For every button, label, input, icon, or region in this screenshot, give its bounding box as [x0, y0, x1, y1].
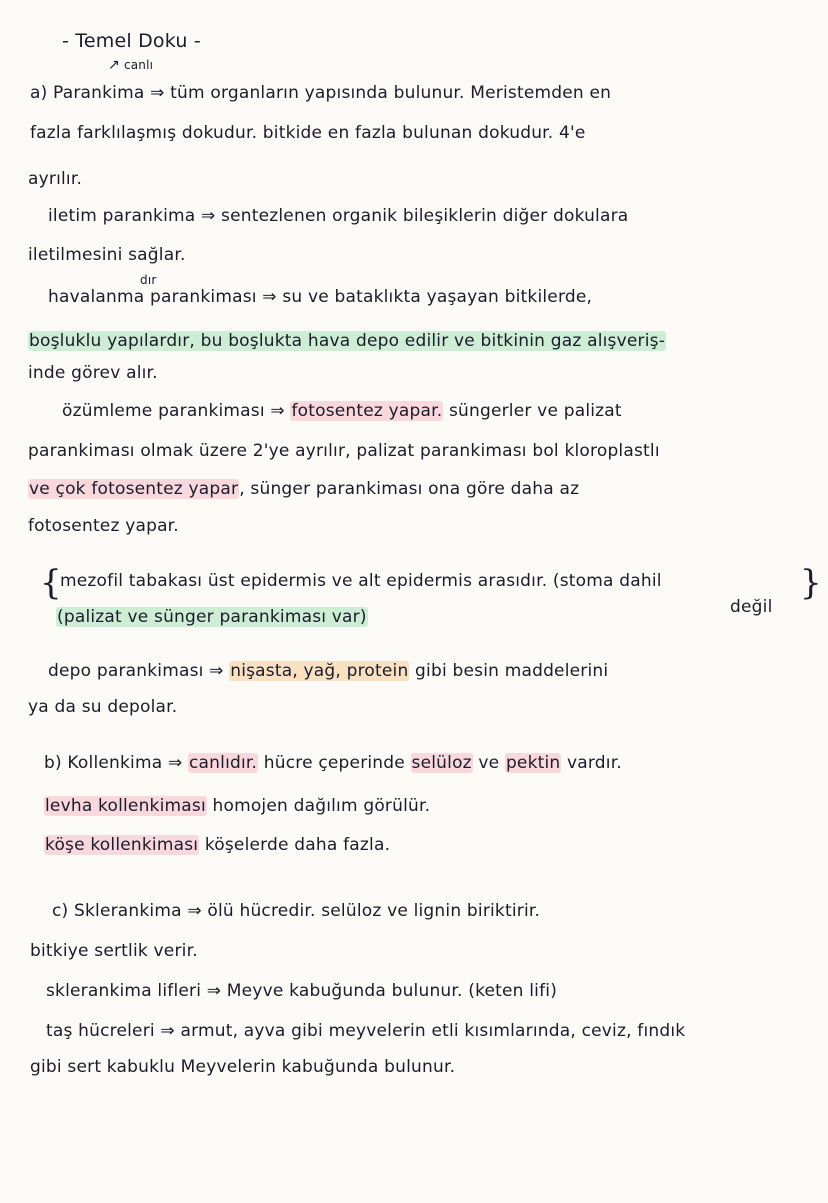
depo-label: depo parankiması ⇒ — [48, 661, 230, 681]
iletim-line-1: iletim parankima ⇒ sentezlenen organik bileşiklerin diğer dokulara — [48, 206, 629, 226]
depo-rest: gibi besin maddelerini — [409, 661, 609, 681]
kollenkima-end: vardır. — [561, 753, 622, 773]
levha-highlight: levha kollenkiması — [45, 796, 206, 816]
ozumleme-line-2: parankiması olmak üzere 2'ye ayrılır, palizat parankiması bol kloroplastlı — [28, 441, 660, 461]
canlidir-highlight: canlıdır. — [189, 753, 258, 773]
ozumleme-label: özümleme parankiması ⇒ — [62, 401, 291, 421]
ozumleme-line-4: fotosentez yapar. — [28, 516, 179, 536]
sklerankima-line-1: c) Sklerankima ⇒ ölü hücredir. selüloz ve lignin biriktirir. — [52, 901, 541, 921]
kollenkima-line-1 — [44, 752, 622, 774]
left-brace-icon: { — [40, 563, 62, 603]
parankima-line-2: fazla farklılaşmış dokudur. bitkide en fazla bulunan dokudur. 4'e — [30, 123, 586, 143]
kollenkima-line-3 — [44, 834, 390, 856]
canli-note-text: canlı — [123, 58, 154, 72]
cok-fotosentez-highlight: ve çok fotosentez yapar — [29, 479, 239, 499]
parankima-line-1: a) Parankima ⇒ tüm organların yapısında bulunur. Meristemden en — [30, 83, 612, 103]
ozumleme-line-3 — [28, 478, 579, 500]
kose-highlight: köşe kollenkiması — [45, 835, 199, 855]
mezofil-line-1: mezofil tabakası üst epidermis ve alt epidermis arasıdır. (stoma dahil — [60, 571, 662, 591]
mezofil-highlight: (palizat ve sünger parankiması var) — [57, 607, 367, 627]
havalanma-line-1: havalanma parankiması ⇒ su ve bataklıkta yaşayan bitkilerde, — [48, 287, 593, 307]
mezofil-line-2 — [56, 606, 368, 628]
parankima-line-3: ayrılır. — [28, 169, 83, 189]
dir-note: dır — [140, 273, 157, 287]
ozumleme-rest: süngerler ve palizat — [443, 401, 622, 421]
pektin-highlight: pektin — [505, 753, 561, 773]
havalanma-line-3: inde görev alır. — [28, 363, 158, 383]
kollenkima-label: b) Kollenkima ⇒ — [44, 753, 189, 773]
sklerankima-line-4: taş hücreleri ⇒ armut, ayva gibi meyvelerin etli kısımlarında, ceviz, fındık — [46, 1021, 686, 1041]
kose-rest: köşelerde daha fazla. — [199, 835, 391, 855]
besin-highlight: nişasta, yağ, protein — [230, 661, 409, 681]
seluloz-highlight: selüloz — [411, 753, 472, 773]
depo-line-2: ya da su depolar. — [28, 697, 178, 717]
mezofil-note-degil: değil — [730, 597, 773, 617]
right-brace-icon: } — [800, 563, 822, 603]
depo-line-1 — [48, 660, 608, 682]
sklerankima-line-3: sklerankima lifleri ⇒ Meyve kabuğunda bulunur. (keten lifi) — [46, 981, 558, 1001]
page-title: - Temel Doku - — [62, 30, 201, 52]
sklerankima-line-5: gibi sert kabuklu Meyvelerin kabuğunda bulunur. — [30, 1057, 456, 1077]
levha-rest: homojen dağılım görülür. — [206, 796, 431, 816]
curved-arrow-icon: ↗ — [108, 57, 120, 73]
canli-note — [108, 58, 153, 72]
fotosentez-highlight: fotosentez yapar. — [291, 401, 443, 421]
sklerankima-line-2: bitkiye sertlik verir. — [30, 941, 198, 961]
havalanma-highlight: boşluklu yapılardır, bu boşlukta hava depo edilir ve bitkinin gaz alışveriş- — [29, 331, 666, 351]
kollenkima-line-2 — [44, 795, 430, 817]
kollenkima-mid: hücre çeperinde — [258, 753, 411, 773]
ozumleme-line-1 — [62, 400, 622, 422]
havalanma-line-2 — [28, 330, 666, 352]
kollenkima-ve: ve — [472, 753, 505, 773]
ozumleme-line-3-rest: , sünger parankiması ona göre daha az — [239, 479, 580, 499]
iletim-line-2: iletilmesini sağlar. — [28, 245, 186, 265]
